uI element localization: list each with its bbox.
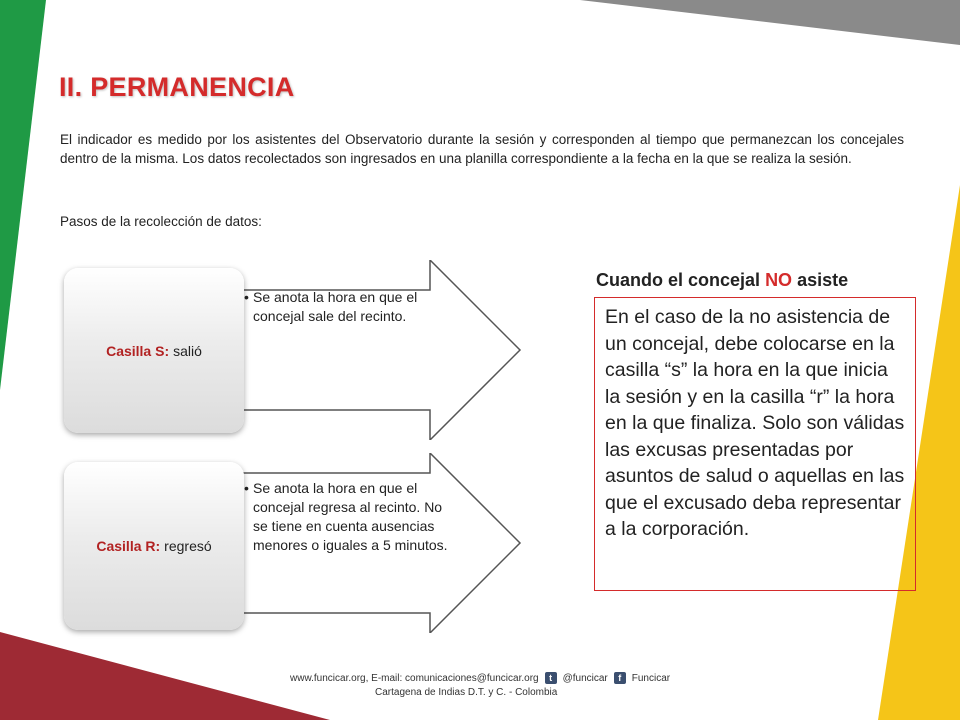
footer-twitter: @funcicar — [562, 672, 608, 684]
side-heading-no: NO — [765, 270, 793, 290]
absence-explanation-text: En el caso de la no asistencia de un concejal, debe colocarse en la casilla “s” la hora en la que inicia la sesión y en la casilla “r” la hora en la que finaliza. Solo son válidas las excusas presentadas por asuntos de salud o aquellas en las que el excusado deba representar a la corporación. — [605, 306, 905, 540]
step-s-text: Se anota la hora en que el concejal sale del recinto. — [253, 289, 418, 324]
step-r-value: regresó — [164, 538, 212, 554]
step-s-box — [64, 268, 244, 433]
gray-stripe — [580, 0, 960, 45]
step-s-value: salió — [173, 342, 202, 359]
green-stripe — [0, 0, 46, 390]
bullet-icon: • — [244, 480, 249, 496]
side-heading-pre: Cuando el concejal — [596, 270, 761, 290]
bullet-icon: • — [244, 289, 249, 305]
footer — [290, 672, 690, 698]
facebook-icon: f — [614, 672, 626, 684]
footer-contact: www.funcicar.org, E-mail: comunicaciones@funcicar.org — [290, 672, 539, 684]
page-title: II. PERMANENCIA — [59, 72, 295, 102]
step-s-description — [244, 288, 453, 326]
twitter-icon: t — [545, 672, 557, 684]
side-heading-post: asiste — [797, 270, 849, 290]
step-r-key: Casilla R: — [96, 538, 161, 554]
step-s-key: Casilla S: — [106, 342, 170, 359]
footer-location: Cartagena de Indias D.T. y C. - Colombia — [375, 687, 558, 698]
dark-red-stripe — [0, 632, 330, 720]
absence-explanation-box — [594, 297, 916, 591]
step-s-arrow — [235, 260, 525, 440]
footer-facebook: Funcicar — [631, 672, 671, 684]
side-heading — [596, 270, 848, 291]
step-r-text: Se anota la hora en que el concejal regresa al recinto. No se tiene en cuenta ausencias menores o iguales a 5 minutos. — [253, 480, 448, 553]
step-r-description — [244, 479, 453, 555]
step-r-box — [64, 462, 244, 630]
intro-paragraph: El indicador es medido por los asistentes del Observatorio durante la sesión y corresponden al tiempo que permanezcan los concejales dentro de la misma. Los datos recolectados son ingresados en una planilla correspondiente a la fecha en la que se realiza la sesión. — [60, 132, 904, 166]
steps-label: Pasos de la recolección de datos: — [60, 214, 262, 229]
step-r-arrow — [235, 453, 525, 633]
